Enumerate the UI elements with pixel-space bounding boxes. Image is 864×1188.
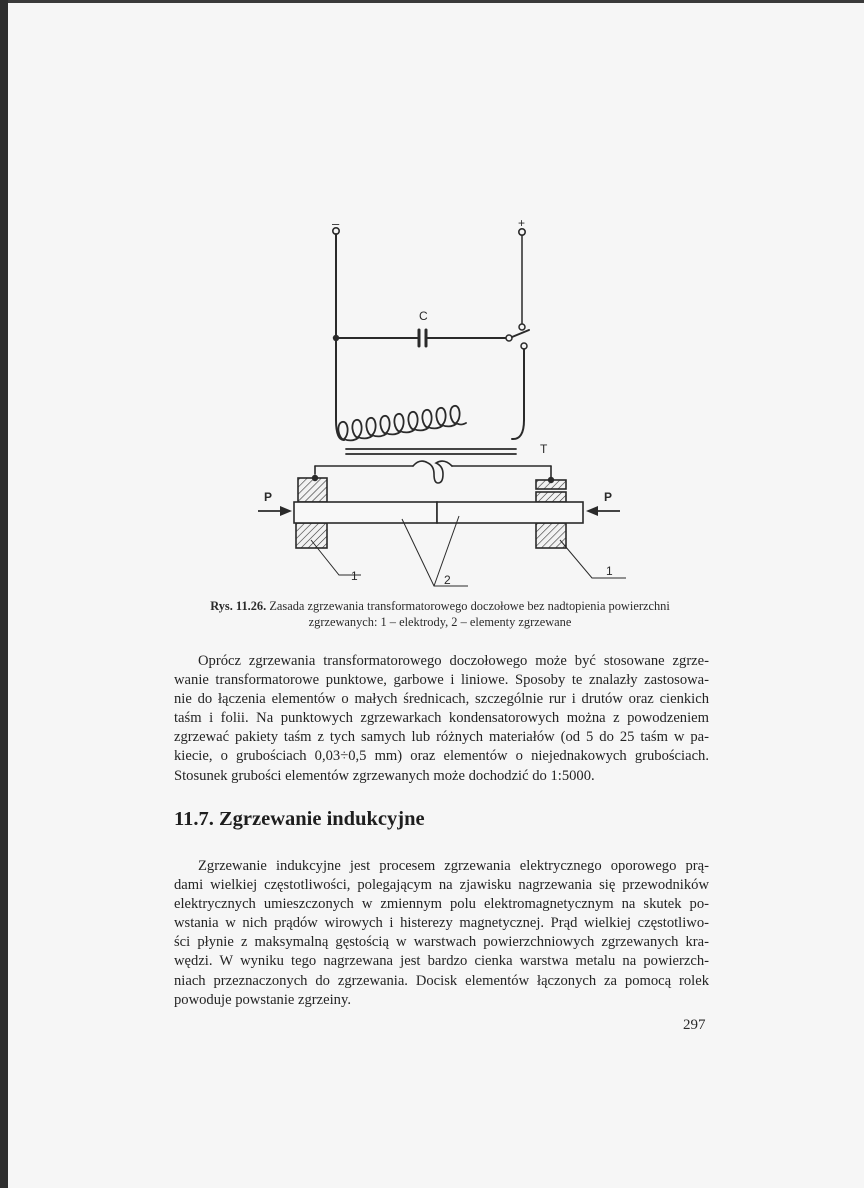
paragraph-line: nie do łączenia elementów o małych średnicach, szczególnie rur i drutów oraz cienkich <box>174 691 709 708</box>
electrode-label-left: 1 <box>351 569 358 583</box>
capacitor-label: C <box>419 309 428 323</box>
paragraph-transformer-welding <box>174 652 709 786</box>
paragraph-line: Oprócz zgrzewania transformatorowego doczołowego może być stosowane zgrze- <box>198 653 709 669</box>
pressure-arrow-left-icon <box>280 506 292 516</box>
workpiece-left <box>294 502 437 523</box>
paragraph-line: wstania w nich prądów wirowych i histerezy magnetycznej. Prąd wielkiej częstotliwo- <box>174 915 709 932</box>
paragraph-line: Stosunek grubości elementów zgrzewanych może dochodzić do 1:5000. <box>174 767 595 784</box>
pressure-label-left: P <box>264 490 273 504</box>
paragraph-line: zgrzewać pakiety taśm z tych samych lub różnych materiałów (od 5 do 25 taśm w pa- <box>174 729 709 746</box>
elements-label: 2 <box>444 573 451 587</box>
caption-line-2: zgrzewanych: 1 – elektrody, 2 – elementy zgrzewane <box>308 615 572 629</box>
transformer-label: T <box>540 442 548 456</box>
electrode-bottom-right <box>536 523 566 548</box>
paragraph-line: niach przeznaczonych do zgrzewania. Docisk elementów łączonych za pomocą rolek <box>174 972 709 989</box>
pressure-arrow-right-icon <box>586 506 598 516</box>
figure-caption <box>150 598 730 630</box>
paragraph-induction-welding <box>174 857 709 1010</box>
caption-line-1 <box>150 598 730 614</box>
workpiece-right <box>437 502 583 523</box>
leader-electrode-right <box>560 540 626 578</box>
paragraph-line: taśm i folii. Na punktowych zgrzewarkach kondensatorowych można z powodzeniem <box>174 710 709 727</box>
electrode-top-right-lower <box>536 492 566 502</box>
paragraph-line: kiecie, o grubościach 0,03÷0,5 mm) oraz elementów o niejednakowych grubościach. <box>174 748 709 765</box>
paragraph-line: wanie transformatorowe punktowe, garbowe i liniowe. Sposoby te znalazły zastosowa- <box>174 672 709 689</box>
electrode-top-left <box>298 478 327 502</box>
paragraph-line: elektrycznych umieszczonych w zmiennym polu elektromagnetycznym na skutek po- <box>174 896 709 913</box>
section-heading: 11.7. Zgrzewanie indukcyjne <box>174 808 425 830</box>
paragraph-line: dami wielkiej częstotliwości, polegającym na zjawisku nagrzewania się przewodników <box>174 877 709 894</box>
electrode-bottom-left <box>296 523 327 548</box>
electrode-contact-dot-left <box>312 475 318 481</box>
paragraph-line: powoduje powstanie zgrzeiny. <box>174 991 351 1008</box>
plus-label: + <box>518 216 526 230</box>
page-number: 297 <box>683 1017 706 1033</box>
paragraph-line: ści płynie z maksymalną gęstością w warstwach powierzchniowych zgrzewanych kra- <box>174 934 709 951</box>
caption-text-1: Zasada zgrzewania transformatorowego doczołowe bez nadtopienia powierzchni <box>266 599 670 613</box>
secondary-loop-icon <box>413 461 452 483</box>
leader-elements-a <box>402 519 468 586</box>
caption-number: Rys. 11.26. <box>210 599 267 613</box>
switch-icon <box>506 335 512 341</box>
paragraph-line: Zgrzewanie indukcyjne jest procesem zgrzewania elektrycznego oporowego prą- <box>198 858 709 874</box>
pressure-label-right: P <box>604 490 613 504</box>
electrode-label-right: 1 <box>606 564 613 578</box>
minus-label: – <box>332 216 340 231</box>
electrode-contact-dot-right <box>548 477 554 483</box>
primary-coil-icon <box>338 406 466 441</box>
paragraph-line: wędzi. W wyniku tego nagrzewana jest bardzo cienka warstwa metalu na powierzch- <box>174 953 709 970</box>
